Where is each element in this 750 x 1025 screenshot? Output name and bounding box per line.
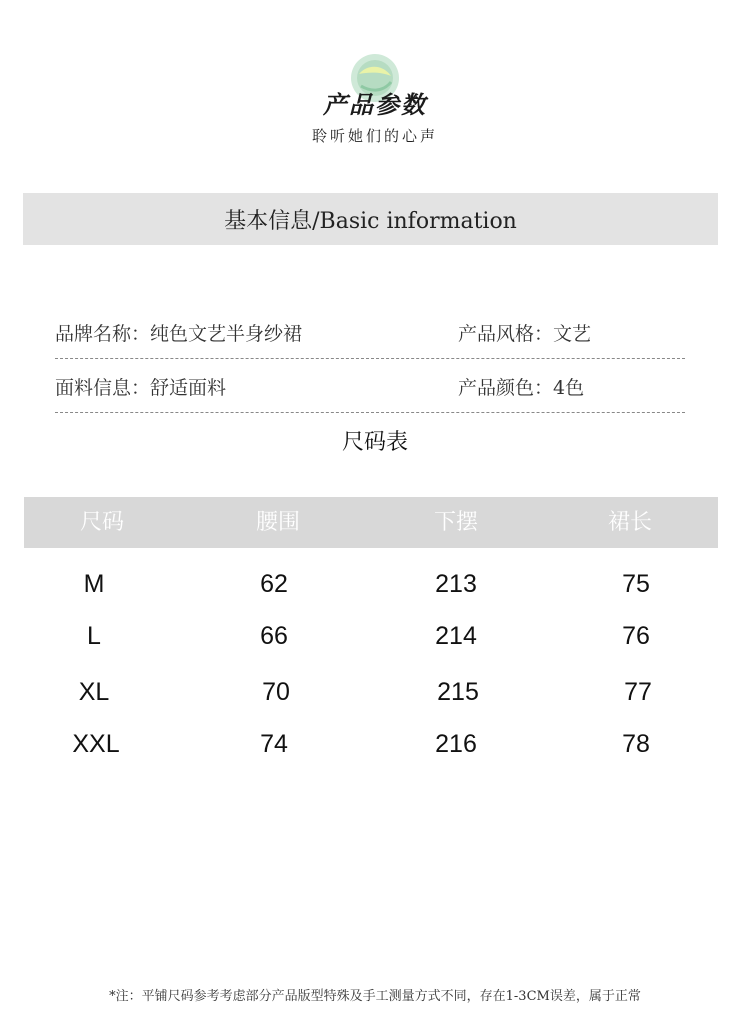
- basic-info-heading: 基本信息/Basic information: [224, 208, 517, 234]
- cell-hem: 214: [435, 622, 477, 650]
- size-table-title: 尺码表: [341, 430, 408, 455]
- measurement-note: *注：平铺尺码参考考虑部分产品版型特殊及手工测量方式不同，存在1-3CM误差，属于正常: [109, 989, 641, 1004]
- logo-subtitle: 聆听她们的心声: [311, 127, 438, 145]
- table-row: [24, 718, 718, 770]
- cell-hem: 213: [435, 570, 477, 598]
- product-style-text: 产品风格：文艺: [458, 323, 592, 345]
- cell-length: 75: [622, 570, 650, 598]
- logo-title: 产品参数: [323, 90, 427, 119]
- cell-hem: 216: [435, 730, 477, 758]
- cell-length: 76: [622, 622, 650, 650]
- cell-waist: 66: [260, 622, 288, 650]
- cell-waist: 62: [260, 570, 288, 598]
- info-row: [55, 367, 685, 413]
- cell-size: M: [83, 570, 105, 598]
- header-size: 尺码: [79, 510, 124, 535]
- brand-name-text: 品牌名称：纯色文艺半身纱裙: [55, 323, 303, 345]
- header-length: 裙长: [607, 510, 652, 535]
- cell-waist: 70: [262, 678, 290, 706]
- product-color-text: 产品颜色：4色: [458, 377, 585, 399]
- cell-length: 78: [622, 730, 650, 758]
- table-row: [24, 666, 718, 718]
- header-waist: 腰围: [255, 510, 300, 535]
- cell-length: 77: [624, 678, 652, 706]
- table-row: [24, 558, 718, 610]
- table-row: [24, 610, 718, 662]
- cell-size: XXL: [72, 730, 120, 758]
- cell-size: L: [87, 622, 101, 650]
- fabric-info-text: 面料信息：舒适面料: [55, 377, 227, 399]
- cell-size: XL: [78, 678, 110, 706]
- cell-waist: 74: [260, 730, 288, 758]
- size-table-header: [24, 497, 718, 548]
- info-row: [55, 313, 685, 359]
- cell-hem: 215: [437, 678, 479, 706]
- dashed-divider: [55, 412, 685, 413]
- dashed-divider: [55, 358, 685, 359]
- brand-logo: [0, 40, 750, 150]
- basic-info-heading-bar: [23, 193, 718, 245]
- header-hem: 下摆: [433, 510, 478, 535]
